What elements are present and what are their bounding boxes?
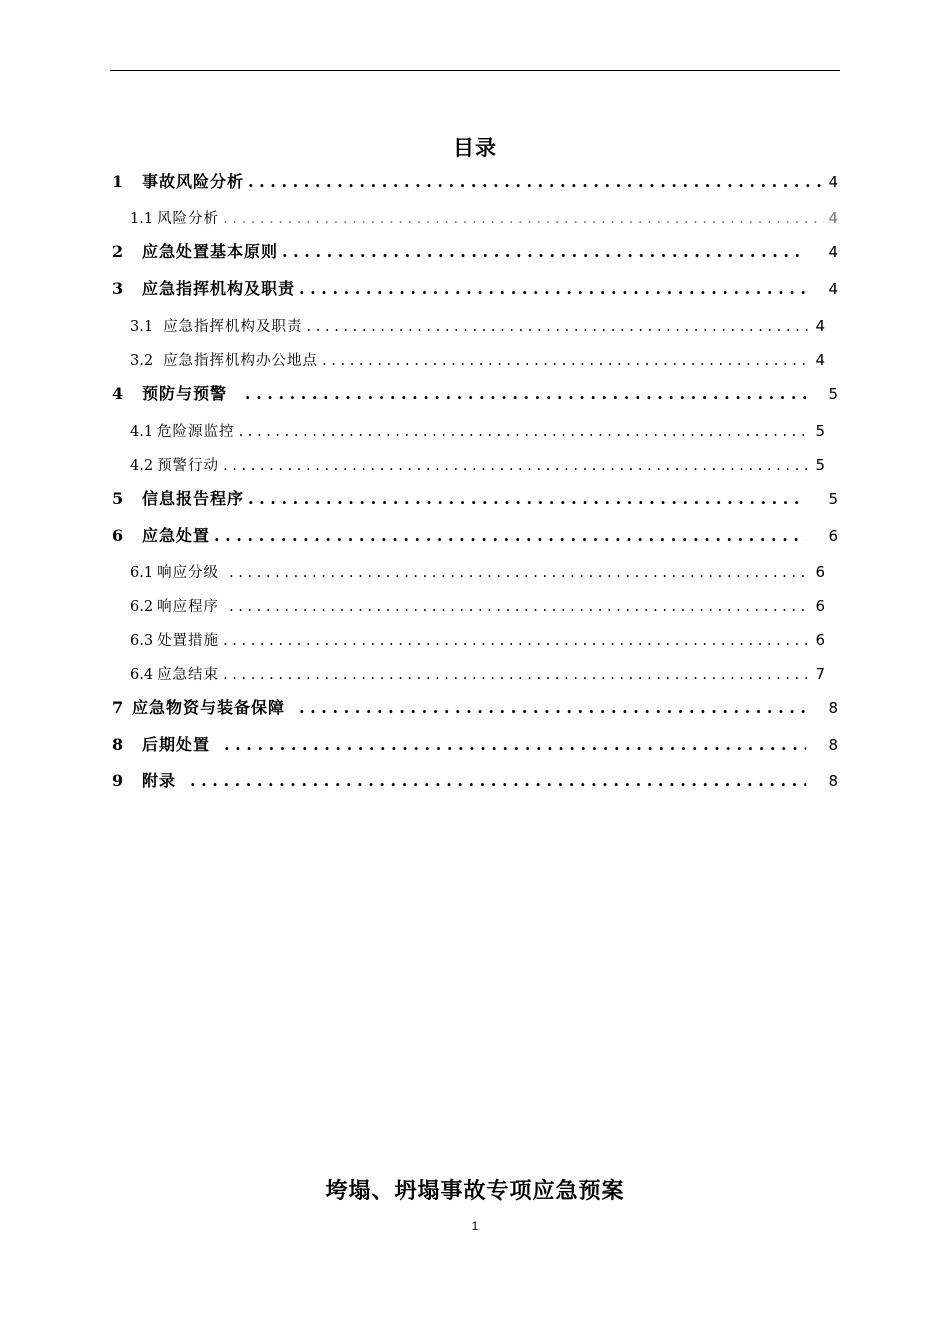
toc-entry-text: 响应程序	[157, 599, 220, 615]
toc-entry-text: 预警行动	[157, 458, 220, 474]
toc-entry-text: 危险源监控	[157, 424, 235, 440]
toc-leader-dots	[214, 524, 806, 548]
toc-entry-text: 响应分级	[157, 565, 220, 581]
toc-leader-dots	[307, 315, 812, 339]
toc-entry-number: 4	[112, 384, 124, 403]
toc-entry-number: 6.4	[130, 667, 154, 683]
toc-leader-dots	[223, 454, 811, 478]
toc-entry-number: 6.1	[130, 565, 154, 581]
toc-entry-page: 4	[828, 209, 838, 227]
toc-entry-page: 5	[815, 456, 825, 474]
toc-entry-text: 处置措施	[157, 633, 220, 649]
toc-leader-dots	[223, 629, 811, 653]
toc-leader-dots	[229, 595, 811, 619]
toc-entry-8[interactable]	[112, 733, 838, 757]
toc-entry-page: 7	[815, 665, 825, 683]
toc-entry-number: 3.2	[130, 353, 154, 369]
toc-entry-page: 4	[815, 317, 825, 335]
toc-entry-number: 3	[112, 279, 124, 298]
toc-leader-dots	[223, 663, 811, 687]
toc-entry-number: 8	[112, 735, 124, 754]
toc-leader-dots	[322, 349, 811, 373]
toc-entry-text: 信息报告程序	[142, 489, 245, 508]
toc-entry-number: 1.1	[130, 211, 154, 227]
toc-entry-6-4[interactable]	[130, 662, 825, 686]
toc-entry-number: 5	[112, 489, 124, 508]
toc-entry-7[interactable]	[112, 696, 838, 720]
toc-entry-text: 应急指挥机构办公地点	[163, 353, 319, 369]
toc-entry-5[interactable]	[112, 487, 838, 511]
document-title: 垮塌、坍塌事故专项应急预案	[325, 1178, 625, 1204]
toc-leader-dots	[229, 561, 811, 585]
toc-leader-dots	[299, 696, 806, 720]
toc-entry-number: 6	[112, 526, 124, 545]
toc-leader-dots	[223, 207, 824, 231]
toc-title: 目录	[453, 135, 497, 160]
toc-entry-number: 6.3	[130, 633, 154, 649]
toc-entry-1-1[interactable]	[130, 206, 838, 230]
page-number: 1	[471, 1219, 479, 1233]
toc-entry-4-2[interactable]	[130, 453, 825, 477]
toc-entry-page: 6	[815, 563, 825, 581]
toc-entry-text: 附录	[142, 771, 177, 790]
toc-entry-page: 8	[828, 736, 838, 754]
toc-entry-text: 应急指挥机构及职责	[163, 319, 303, 335]
toc-entry-page: 4	[828, 173, 838, 191]
toc-entry-number: 2	[112, 242, 124, 261]
toc-entry-3[interactable]	[112, 277, 838, 301]
toc-entry-page: 8	[828, 772, 838, 790]
toc-entry-number: 1	[112, 172, 124, 191]
toc-entry-text: 应急物资与装备保障	[132, 698, 286, 717]
toc-entry-9[interactable]	[112, 769, 838, 793]
toc-leader-dots	[299, 277, 806, 301]
toc-entry-page: 5	[828, 490, 838, 508]
toc-entry-number: 4.1	[130, 424, 154, 440]
toc-entry-text: 应急指挥机构及职责	[142, 279, 296, 298]
toc-leader-dots	[248, 170, 824, 194]
toc-entry-page: 4	[815, 351, 825, 369]
toc-entry-4-1[interactable]	[130, 419, 825, 443]
toc-entry-page: 5	[815, 422, 825, 440]
toc-entry-page: 4	[828, 280, 838, 298]
toc-leader-dots	[282, 240, 806, 264]
toc-leader-dots	[224, 733, 806, 757]
toc-entry-6-3[interactable]	[130, 628, 825, 652]
toc-entry-page: 6	[815, 597, 825, 615]
toc-entry-4[interactable]	[112, 382, 838, 406]
toc-entry-text: 后期处置	[142, 735, 211, 754]
toc-leader-dots	[190, 769, 806, 793]
toc-entry-text: 应急处置	[142, 526, 211, 545]
toc-leader-dots	[245, 382, 806, 406]
toc-entry-3-2[interactable]	[130, 348, 825, 372]
toc-entry-text: 风险分析	[157, 211, 220, 227]
toc-entry-6-1[interactable]	[130, 560, 825, 584]
toc-entry-6-2[interactable]	[130, 594, 825, 618]
toc-entry-number: 4.2	[130, 458, 154, 474]
toc-entry-number: 9	[112, 771, 124, 790]
toc-entry-number: 6.2	[130, 599, 154, 615]
toc-entry-2[interactable]	[112, 240, 838, 264]
toc-entry-text: 应急结束	[157, 667, 220, 683]
toc-entry-1[interactable]	[112, 170, 838, 194]
toc-entry-page: 8	[828, 699, 838, 717]
toc-leader-dots	[239, 420, 812, 444]
toc-entry-number: 7	[112, 698, 124, 717]
toc-leader-dots	[248, 487, 806, 511]
toc-entry-text: 预防与预警	[142, 384, 228, 403]
toc-entry-page: 4	[828, 243, 838, 261]
toc-entry-page: 5	[828, 385, 838, 403]
toc-entry-6[interactable]	[112, 524, 838, 548]
toc-entry-page: 6	[828, 527, 838, 545]
toc-entry-text: 应急处置基本原则	[142, 242, 279, 261]
toc-entry-page: 6	[815, 631, 825, 649]
toc-entry-number: 3.1	[130, 319, 154, 335]
toc-entry-text: 事故风险分析	[142, 172, 245, 191]
toc-entry-3-1[interactable]	[130, 314, 825, 338]
